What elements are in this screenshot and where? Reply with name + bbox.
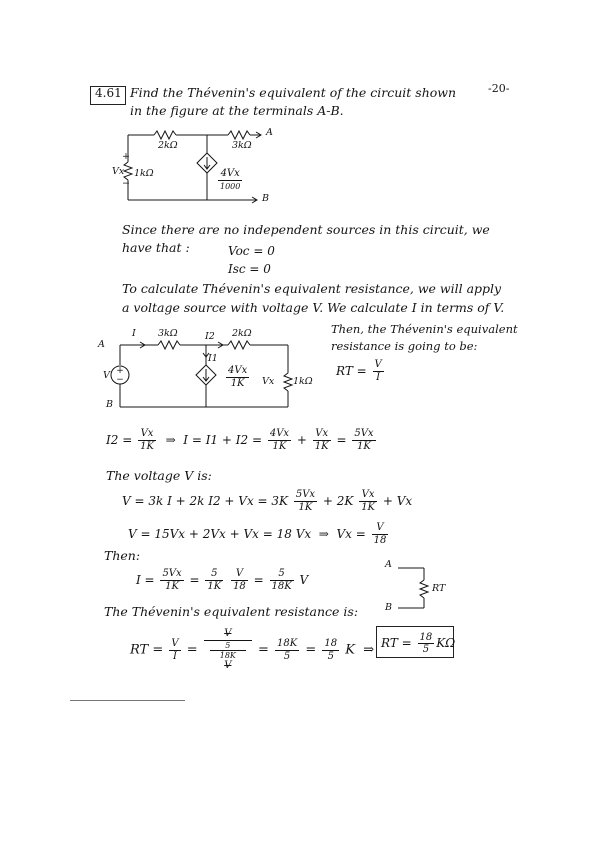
- voc-equation: Voc = 0: [228, 244, 275, 258]
- eq1-frac-c: [313, 428, 331, 453]
- eq5-k: K: [345, 642, 355, 658]
- c2-source-plus: +: [116, 366, 124, 376]
- problem-statement-line1: Find the Thévenin's equivalent of the circuit shown: [130, 85, 457, 100]
- text1-line2: have that :: [122, 240, 190, 255]
- eq5-f2-den: [204, 641, 252, 672]
- eq4-f1-num: 5Vx: [162, 568, 182, 579]
- c1-source-den: 1000: [220, 182, 241, 191]
- c1-r-shunt: 1kΩ: [134, 168, 154, 179]
- answer-den: 5: [422, 644, 430, 655]
- c2-source-num: 4Vx: [228, 365, 248, 376]
- c2-node-a: A: [98, 339, 105, 350]
- page-number: -20-: [488, 82, 510, 95]
- c1-source-value: [218, 168, 242, 193]
- c1-minus: −: [122, 178, 130, 189]
- eq2-f2-num: Vx: [359, 489, 377, 502]
- eq4-f4-num: 5: [270, 568, 294, 581]
- eq1-f1-num: 4Vx: [269, 428, 290, 439]
- eq3-arrow: ⇒: [318, 527, 329, 541]
- equation-4: [136, 568, 308, 593]
- eq5-f3-num: 18K: [277, 637, 298, 649]
- eq2-f1-num: 5Vx: [295, 489, 316, 500]
- eq2-end: + Vx: [382, 494, 413, 508]
- eq5-f2-den-v: V: [224, 660, 232, 671]
- eq5-eq1: =: [186, 642, 198, 658]
- c2-source-value: [226, 365, 249, 390]
- c2-v: V: [103, 370, 110, 381]
- eq5-eq2: =: [257, 642, 269, 658]
- eq2-mid: + 2K: [322, 494, 354, 508]
- eq3-vx: Vx =: [336, 527, 366, 541]
- text1-line1: Since there are no independent sources in this circuit, we: [122, 222, 490, 237]
- eq1-eq: =: [336, 433, 347, 447]
- eq4-f1-den: 1K: [165, 581, 179, 592]
- eq2-f2-den: 1K: [361, 502, 376, 513]
- problem-number: 4.61: [95, 86, 122, 100]
- side-note-rt: [336, 359, 386, 384]
- eq2-frac-b: [359, 489, 377, 514]
- c2-current-i1: I1: [208, 353, 218, 364]
- eq1-f2-den: 1K: [314, 441, 329, 452]
- c1-r-right: 3kΩ: [232, 140, 252, 151]
- eq5-frac-a: [169, 638, 180, 663]
- isc-equation: Isc = 0: [228, 262, 271, 276]
- then-label: Then:: [104, 548, 141, 563]
- equation-1: [106, 428, 378, 453]
- eq4-eq2: =: [253, 573, 264, 587]
- eq1-plus: +: [296, 433, 307, 447]
- eq5-frac-b: [204, 628, 252, 672]
- c2-r-top-right: 2kΩ: [232, 328, 252, 339]
- c2-current-i2: I2: [205, 331, 215, 342]
- side-note-line2: resistance is going to be:: [331, 339, 478, 353]
- side-rt-num: V: [374, 359, 382, 370]
- side-rt-lhs: RT =: [336, 364, 367, 378]
- c2-source-minus: −: [116, 375, 124, 385]
- eq5-f4-den: 5: [327, 650, 334, 662]
- eq3-frac: [372, 522, 389, 547]
- side-note-line1: Then, the Thévenin's equivalent: [331, 322, 518, 336]
- eq1-arrow: ⇒: [165, 433, 176, 447]
- eq5-lhs: RT =: [130, 642, 164, 658]
- side-rt-den: I: [376, 372, 381, 383]
- c1-source-num: 4Vx: [218, 168, 242, 181]
- eq3-text: V = 15Vx + 2Vx + Vx = 18 Vx: [128, 527, 312, 541]
- eq5-f3-den: 5: [283, 650, 291, 662]
- mini-b: B: [385, 602, 392, 613]
- equation-5: [130, 628, 374, 672]
- eq5-f4-num: 18: [324, 637, 338, 649]
- eq4-frac-d: [270, 568, 294, 593]
- eq5-f2-den-b: 18K: [219, 651, 236, 660]
- mini-a: A: [385, 559, 392, 570]
- answer-lhs: RT =: [381, 636, 412, 650]
- eq4-f3-den: 18: [233, 581, 246, 592]
- eq1-i-sum: I = I1 + I2 =: [183, 433, 262, 447]
- eq4-frac-a: [160, 568, 183, 593]
- final-answer-box: [376, 626, 454, 658]
- eq4-f2-den: 1K: [207, 581, 222, 592]
- eq4-frac-c: [231, 568, 248, 593]
- c1-vx: Vx: [112, 166, 125, 177]
- circuit-diagram-2: [110, 325, 320, 415]
- eq4-f3-num: V: [231, 568, 248, 581]
- c2-node-b: B: [106, 399, 113, 410]
- eq1-f1-den: 1K: [272, 441, 287, 452]
- c1-terminal-a: A: [266, 127, 273, 138]
- c2-source-den: 1K: [230, 378, 245, 389]
- eq1-frac-d: [352, 428, 375, 453]
- c2-vx: Vx: [262, 376, 275, 387]
- eq3-num: V: [372, 522, 389, 535]
- eq4-tail: V: [299, 573, 309, 587]
- thevenin-resistor-diagram: [396, 564, 436, 612]
- eq4-f2-num: 5: [205, 568, 223, 581]
- eq5-f1-num: V: [171, 637, 179, 649]
- eq1-i2: I2 =: [106, 433, 133, 447]
- c1-plus: +: [122, 151, 130, 162]
- eq1-f3-den: 1K: [357, 441, 371, 452]
- eq4-lhs: I =: [136, 573, 155, 587]
- eq3-den: 18: [373, 535, 387, 546]
- text2-line1: To calculate Thévenin's equivalent resistance, we will apply: [122, 281, 502, 296]
- answer-frac: [418, 632, 435, 655]
- equation-3: [128, 522, 390, 547]
- answer-num: 18: [419, 632, 433, 643]
- eq5-f2-num: V: [204, 628, 252, 641]
- eq1-f3-num: 5Vx: [354, 428, 374, 439]
- eq5-frac-c: [275, 638, 299, 663]
- voltage-label: The voltage V is:: [106, 468, 212, 483]
- answer-unit: KΩ: [436, 636, 456, 650]
- eq5-arrow: ⇒: [363, 642, 375, 658]
- eq1-i2-den: 1K: [140, 441, 154, 452]
- eq2-f1-den: 1K: [298, 502, 313, 513]
- eq5-f2-den-frac: [208, 641, 248, 660]
- mini-rt: RT: [432, 583, 446, 594]
- final-label: The Thévenin's equivalent resistance is:: [104, 604, 359, 619]
- eq1-frac-a: [138, 428, 156, 453]
- eq5-f2-den-a: 5: [210, 641, 246, 651]
- c1-terminal-b: B: [262, 193, 269, 204]
- side-rt-frac: [373, 359, 384, 384]
- eq5-frac-d: [322, 638, 339, 663]
- c2-current-i: I: [132, 328, 136, 339]
- eq4-eq1: =: [189, 573, 200, 587]
- text2-line2: a voltage source with voltage V. We calculate I in terms of V.: [122, 300, 505, 315]
- eq1-f2-num: Vx: [313, 428, 331, 441]
- eq1-i2-num: Vx: [138, 428, 156, 441]
- eq4-frac-b: [205, 568, 223, 593]
- c1-r-left: 2kΩ: [158, 140, 178, 151]
- eq4-f4-den: 18K: [271, 581, 292, 592]
- footnote-divider: [70, 700, 185, 701]
- eq2-frac-a: [294, 489, 317, 514]
- eq5-f1-den: I: [173, 650, 177, 662]
- problem-statement-line2: in the figure at the terminals A-B.: [130, 103, 344, 118]
- eq5-eq3: =: [305, 642, 317, 658]
- equation-2: [122, 489, 412, 514]
- eq1-frac-b: [268, 428, 291, 453]
- c2-r-right: 1kΩ: [293, 376, 313, 387]
- c2-r-top-left: 3kΩ: [158, 328, 178, 339]
- eq2-lhs: V = 3k I + 2k I2 + Vx = 3K: [122, 494, 288, 508]
